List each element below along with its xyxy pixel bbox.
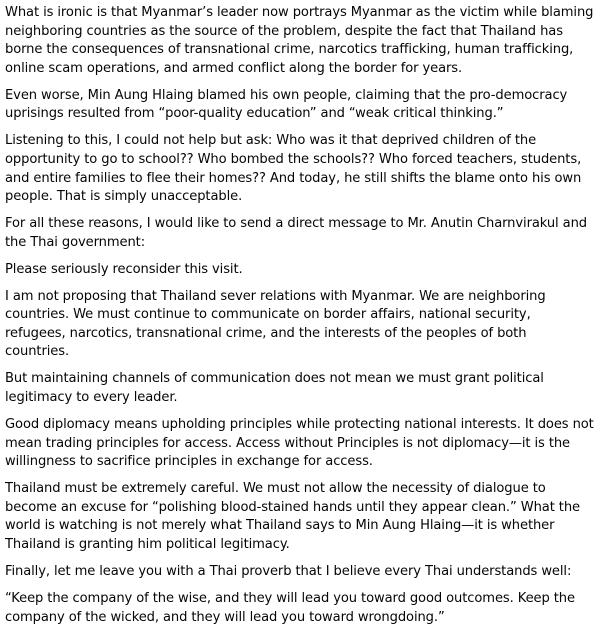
post-paragraph: But maintaining channels of communication does not mean we must grant political legitimacy to every leader. bbox=[5, 371, 544, 406]
post-paragraph: Finally, let me leave you with a Thai proverb that I believe every Thai understands well: bbox=[5, 563, 572, 579]
post-paragraph: “Keep the company of the wise, and they will lead you toward good outcomes. Keep the company of the wicked, and they will lead you toward wrongdoing.” bbox=[5, 590, 575, 625]
post-paragraph: Thailand must be extremely careful. We must not allow the necessity of dialogue to become an excuse for “polishing blood-stained hands until they appear clean.” What the world is watching is not merely what Thailand says to Min Aung Hlaing—it is whether Thailand is granting him political legitimacy. bbox=[5, 481, 580, 552]
post-paragraph: For all these reasons, I would like to send a direct message to Mr. Anutin Charnvirakul and the Thai government: bbox=[5, 216, 587, 250]
post-paragraph: Even worse, Min Aung Hlaing blamed his own people, claiming that the pro-democracy uprisings resulted from “poor-quality education” and “weak critical thinking.” bbox=[5, 87, 568, 122]
post-paragraph: Good diplomacy means upholding principles while protecting national interests. It does not mean trading principles for access. Access without Principles is not diplomacy—it is the willingness to sacrifice principles in exchange for access. bbox=[5, 417, 594, 470]
post-paragraph: Please seriously reconsider this visit. bbox=[5, 261, 243, 277]
post-paragraph: I am not proposing that Thailand sever relations with Myanmar. We are neighboring countries. We must continue to communicate on border affairs, national security, refugees, narcotics, transnational crime, and the interests of the peoples of both countries. bbox=[5, 288, 546, 360]
post-paragraph: Listening to this, I could not help but ask: Who was it that deprived children of the opportunity to go to school?? Who bombed the schools?? Who forced teachers, students, and entire families to flee their homes?? And today, he still shifts the blame onto his own people. That is simply unacceptable. bbox=[5, 133, 582, 205]
post-paragraph: What is ironic is that Myanmar’s leader now portrays Myanmar as the victim while blaming neighboring countries as the source of the problem, despite the fact that Thailand has borne the consequences of transnational crime, narcotics trafficking, human trafficking, online scam operations, and armed conflict along the border for years. bbox=[5, 5, 594, 76]
